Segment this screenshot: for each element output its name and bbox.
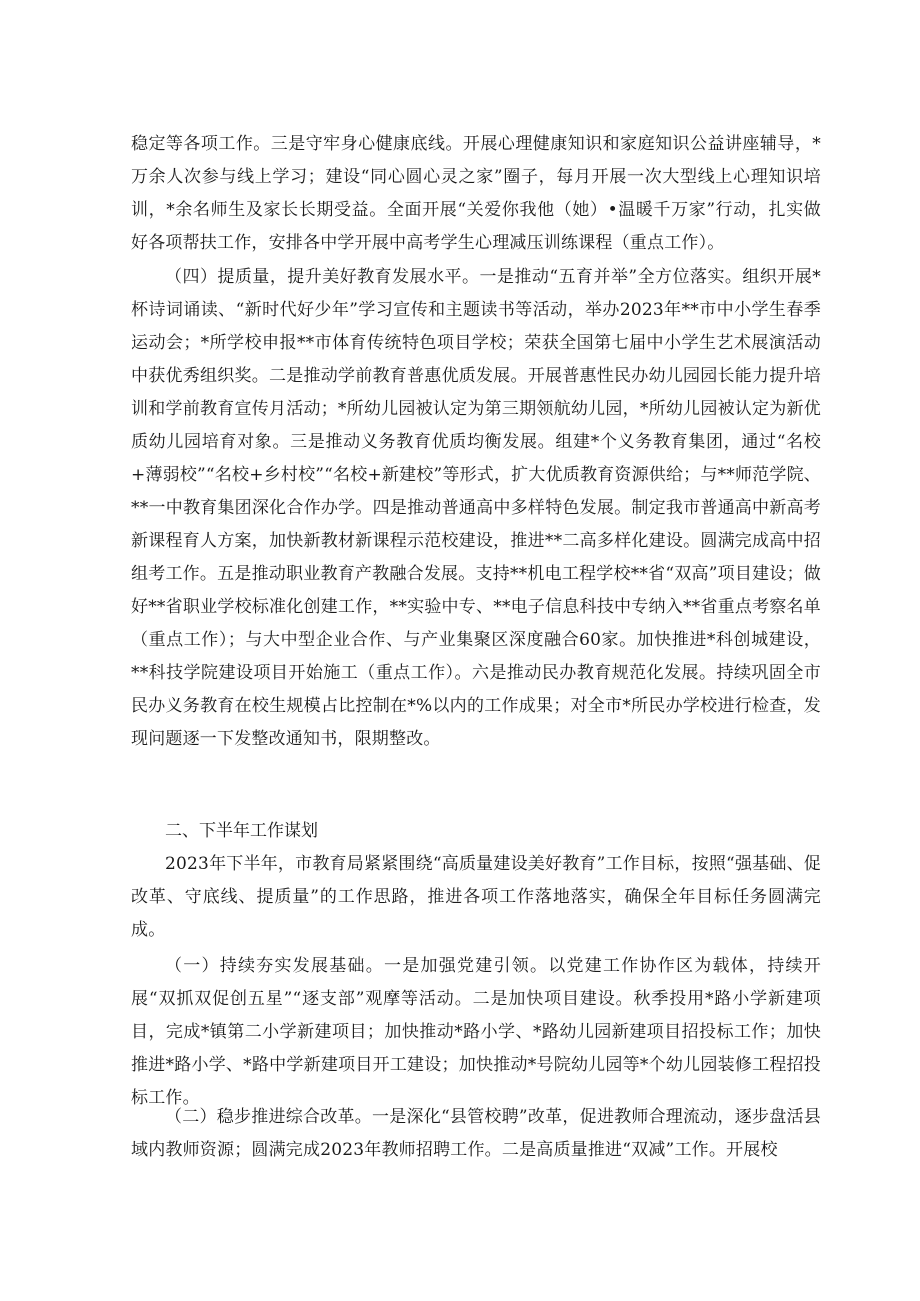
section-heading: 二、下半年工作谋划 <box>165 821 318 841</box>
paragraph-intro: 2023年下半年，市教育局紧紧围绕“高质量建设美好教育”工作目标，按照“强基础、促改革、守底线、提质量”的工作思路，推进各项工作落地落实，确保全年目标任务圆满完成。 <box>131 854 821 940</box>
paragraph-subsection-two: （二）稳步推进综合改革。一是深化“县管校聘”改革，促进教师合理流动，逐步盘活县域内教师资源；圆满完成2023年教师招聘工作。二是高质量推进“双减”工作。开展校 <box>131 1107 821 1160</box>
paragraph-continuation: 稳定等各项工作。三是守牢身心健康底线。开展心理健康知识和家庭知识公益讲座辅导，*万余人次参与线上学习；建设“同心圆心灵之家”圈子，每月开展一次大型线上心理知识培训，*余名师生及家长长期受益。全面开展“关爱你我他（她）•温暖千万家”行动，扎实做好各项帮扶工作，安排各中学开展中高考学生心理减压训练课程（重点工作）。 <box>131 134 821 253</box>
paragraph-section-four: （四）提质量，提升美好教育发展水平。一是推动“五育并举”全方位落实。组织开展*杯诗词诵读、“新时代好少年”学习宣传和主题读书等活动，举办2023年**市中小学生春季运动会；*所学校申报**市体育传统特色项目学校；荣获全国第七届中小学生艺术展演活动中获优秀组织奖。二是推动学前教育普惠优质发展。开展普惠性民办幼儿园园长能力提升培训和学前教育宣传月活动；*所幼儿园被认定为第三期领航幼儿园，*所幼儿园被认定为新优质幼儿园培育对象。三是推动义务教育优质均衡发展。组建*个义务教育集团，通过“名校+薄弱校”“名校+乡村校”“名校+新建校”等形式，扩大优质教育资源供给；与**师范学院、**一中教育集团深化合作办学。四是推动普通高中多样特色发展。制定我市普通高中新高考新课程育人方案，加快新教材新课程示范校建设，推进**二高多样化建设。圆满完成高中招组考工作。五是推动职业教育产教融合发展。支持**机电工程学校**省“双高”项目建设；做好**省职业学校标准化创建工作，**实验中专、**电子信息科技中专纳入**省重点考察名单（重点工作）；与大中型企业合作、与产业集聚区深度融合60家。加快推进*科创城建设，**科技学院建设项目开始施工（重点工作）。六是推动民办教育规范化发展。持续巩固全市民办义务教育在校生规模占比控制在*%以内的工作成果；对全市*所民办学校进行检查，发现问题逐一下发整改通知书，限期整改。 <box>131 267 821 749</box>
paragraph-subsection-one: （一）持续夯实发展基础。一是加强党建引领。以党建工作协作区为载体，持续开展“双抓双促创五星”“逐支部”观摩等活动。二是加快项目建设。秋季投用*路小学新建项目，完成*镇第二小学新建项目；加快推动*路小学、*路幼儿园新建项目招投标工作；加快推进*路小学、*路中学新建项目开工建设；加快推动*号院幼儿园等*个幼儿园装修工程招投标工作。 <box>131 956 821 1108</box>
